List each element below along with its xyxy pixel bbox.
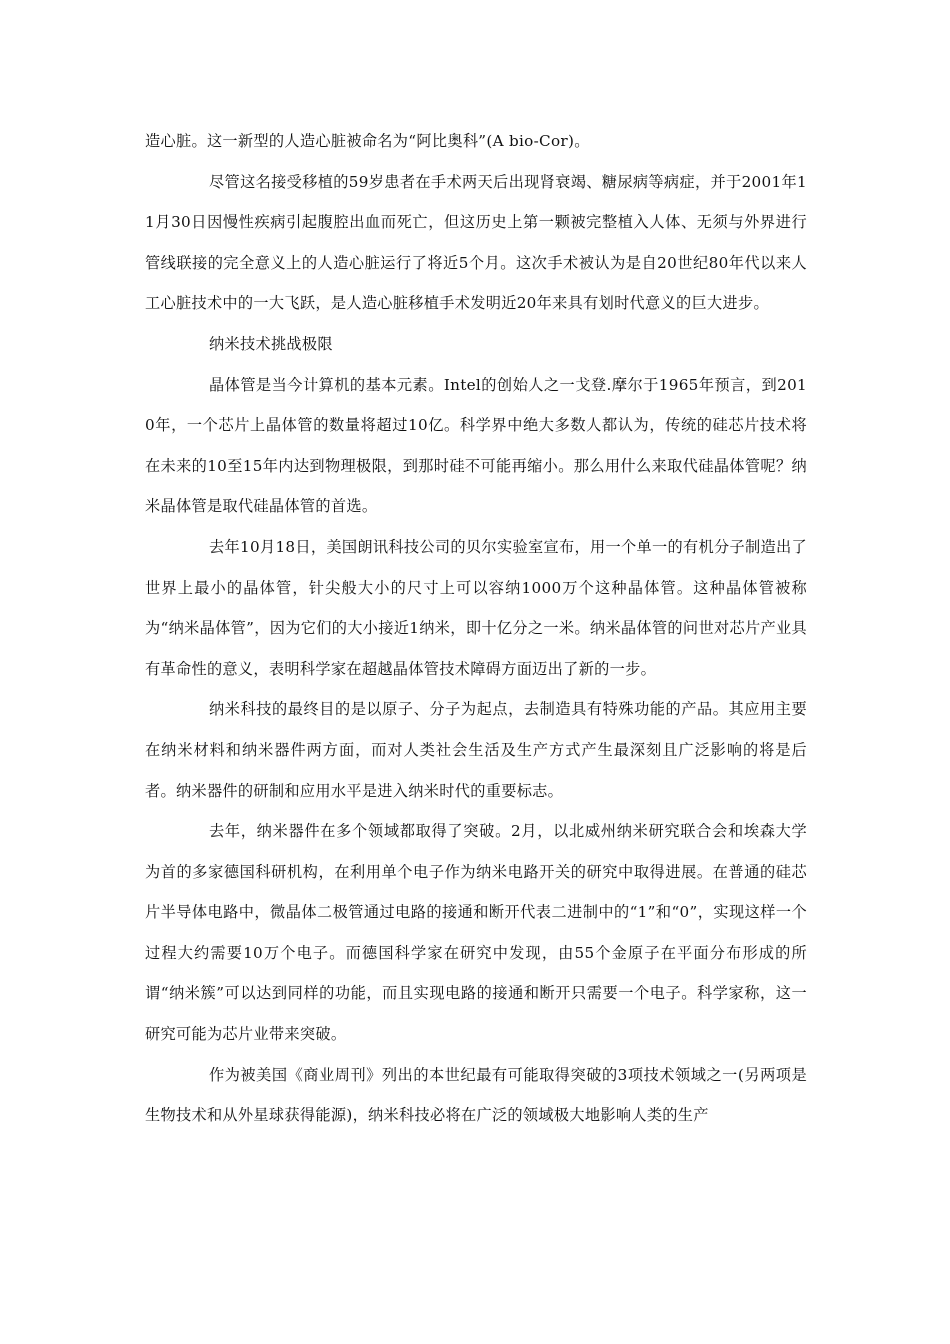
- paragraph-continuation: 造心脏。这一新型的人造心脏被命名为“阿比奥科”(A bio-Cor)。: [145, 132, 590, 150]
- section-heading: 纳米技术挑战极限: [209, 334, 333, 353]
- paragraph-german-research: 去年，纳米器件在多个领域都取得了突破。2月，以北威州纳米研究联合会和埃森大学为首的多家德国科研机构，在利用单个电子作为纳米电路开关的研究中取得进展。在普通的硅芯片半导体电路中，微晶体二极管通过电路的接通和断开代表二进制中的“1”和“0”，实现这样一个过程大约需要10万个电子。而德国科学家在研究中发现，由55个金原子在平面分布形成的所谓“纳米簇”可以达到同样的功能，而且实现电路的接通和断开只需要一个电子。科学家称，这一研究可能为芯片业带来突破。: [145, 822, 807, 1044]
- paragraph-artificial-heart: 尽管这名接受移植的59岁患者在手术两天后出现肾衰竭、糖尿病等病症，并于2001年11月30日因慢性疾病引起腹腔出血而死亡，但这历史上第一颗被完整植入人体、无须与外界进行管线联接的完全意义上的人造心脏运行了将近5个月。这次手术被认为是自20世纪80年代以来人工心脏技术中的一大飞跃，是人造心脏移植手术发明近20年来具有划时代意义的巨大进步。: [145, 172, 807, 313]
- paragraph-bell-labs: 去年10月18日，美国朗讯科技公司的贝尔实验室宣布，用一个单一的有机分子制造出了世界上最小的晶体管，针尖般大小的尺寸上可以容纳1000万个这种晶体管。这种晶体管被称为“纳米晶体管”，因为它们的大小接近1纳米，即十亿分之一米。纳米晶体管的问世对芯片产业具有革命性的意义，表明科学家在超越晶体管技术障碍方面迈出了新的一步。: [145, 537, 807, 678]
- paragraph-business-week: 作为被美国《商业周刊》列出的本世纪最有可能取得突破的3项技术领域之一(另两项是生物技术和从外星球获得能源)，纳米科技必将在广泛的领域极大地影响人类的生产: [145, 1065, 807, 1125]
- paragraph-nano-goal: 纳米科技的最终目的是以原子、分子为起点，去制造具有特殊功能的产品。其应用主要在纳米材料和纳米器件两方面，而对人类社会生活及生产方式产生最深刻且广泛影响的将是后者。纳米器件的研制和应用水平是进入纳米时代的重要标志。: [145, 700, 807, 800]
- article-body: [145, 121, 807, 1136]
- paragraph-transistor-intro: 晶体管是当今计算机的基本元素。Intel的创始人之一戈登.摩尔于1965年预言，到2010年，一个芯片上晶体管的数量将超过10亿。科学界中绝大多数人都认为，传统的硅芯片技术将在未来的10至15年内达到物理极限，到那时硅不可能再缩小。那么用什么来取代硅晶体管呢？纳米晶体管是取代硅晶体管的首选。: [145, 375, 807, 516]
